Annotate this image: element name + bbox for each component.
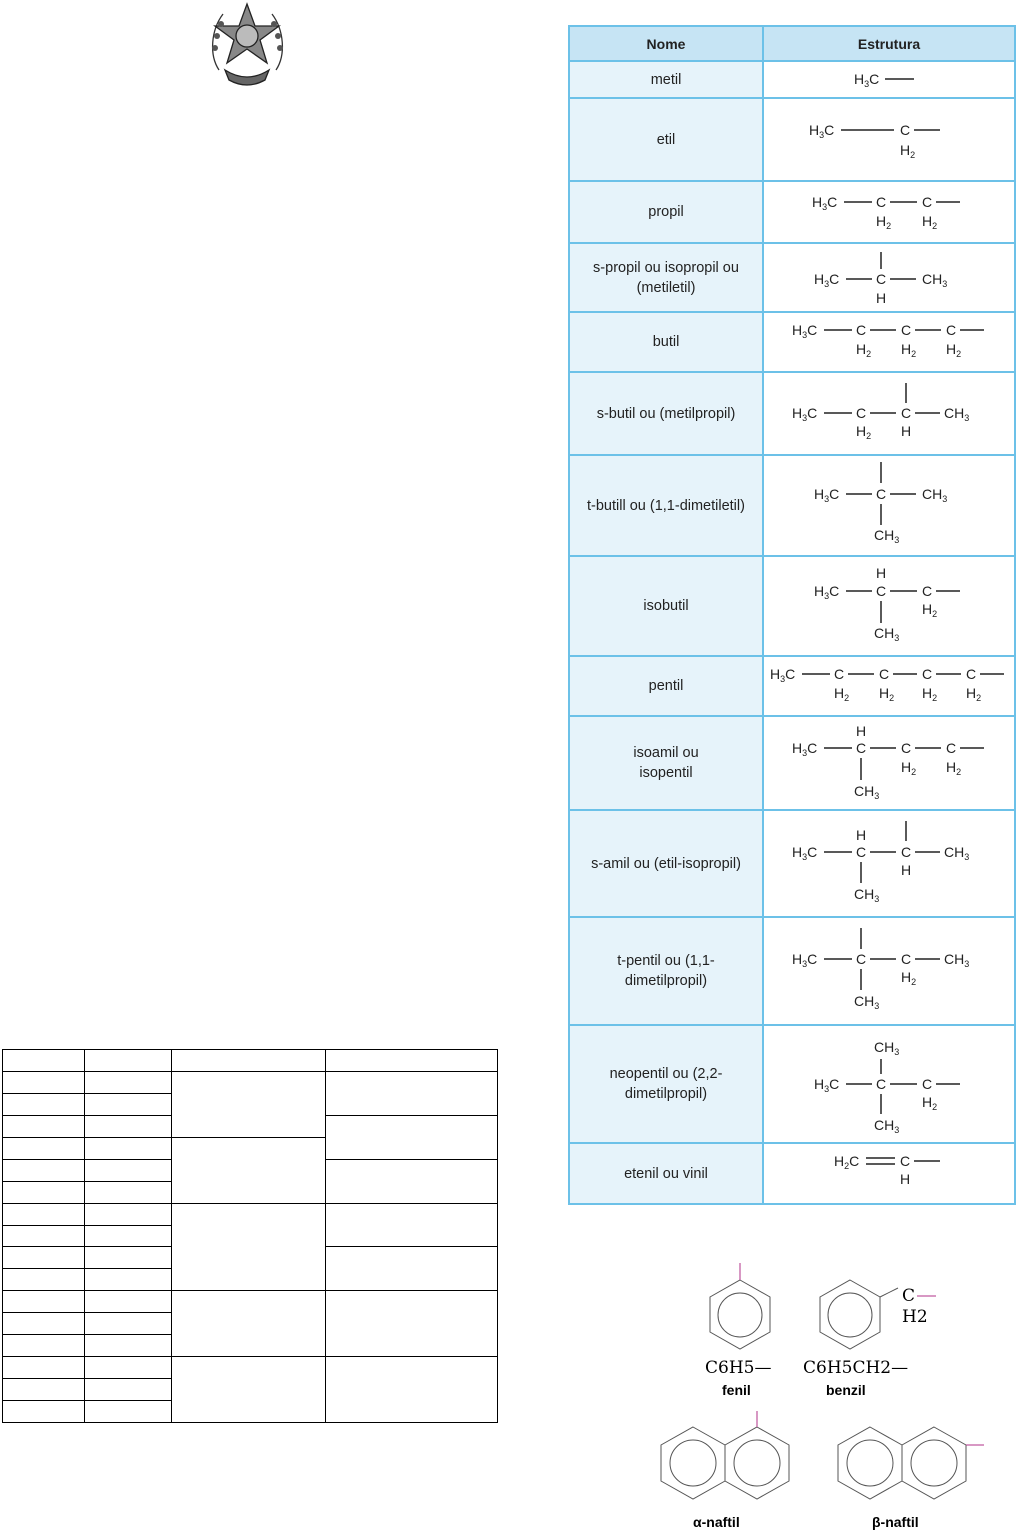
svg-text:H2: $H_2$ bbox=[901, 969, 917, 987]
fenil-ring bbox=[710, 1280, 770, 1349]
svg-text:C: C bbox=[876, 583, 887, 599]
benzil-formula: C6H5CH2— bbox=[803, 1358, 909, 1378]
alpha-naftil-rings bbox=[661, 1427, 789, 1499]
alkyl-radicals-table bbox=[568, 25, 1016, 1205]
svg-text:C: C bbox=[922, 1076, 933, 1092]
structure-drawing bbox=[764, 244, 1014, 311]
structure-neopentil bbox=[763, 1025, 1015, 1143]
svg-text:C: C bbox=[922, 194, 933, 210]
svg-text:C: C bbox=[946, 322, 957, 338]
svg-text:C: C bbox=[901, 740, 912, 756]
structure-s-butil bbox=[763, 372, 1015, 455]
svg-text:CH3: $CH_3$ bbox=[874, 527, 900, 545]
svg-text:CH3: $CH_3$ bbox=[874, 625, 900, 643]
svg-text:CH3: $CH_3$ bbox=[854, 993, 880, 1011]
structure-drawing bbox=[764, 557, 1014, 655]
svg-text:C: C bbox=[834, 666, 845, 682]
state-crest-logo bbox=[205, 0, 290, 88]
svg-text:H3C: $H_3C$ bbox=[809, 122, 835, 140]
svg-text:H2C: $H_2C$ bbox=[834, 1153, 860, 1171]
row-name: butil bbox=[569, 312, 763, 372]
structure-drawing bbox=[764, 918, 1014, 1024]
structure-drawing bbox=[764, 1026, 1014, 1142]
svg-text:H3C: $H_3C$ bbox=[812, 194, 838, 212]
structure-s-amil bbox=[763, 810, 1015, 917]
svg-text:H3C: $H_3C$ bbox=[814, 486, 840, 504]
svg-text:CH3: $CH_3$ bbox=[922, 271, 948, 289]
svg-text:H3C: $H_3C$ bbox=[814, 271, 840, 289]
svg-text:H2: $H_2$ bbox=[922, 685, 938, 703]
structure-drawing bbox=[764, 811, 1014, 916]
svg-text:H3C: $H_3C$ bbox=[814, 1076, 840, 1094]
benzil-ch2-c: C bbox=[902, 1286, 916, 1306]
svg-text:C: C bbox=[856, 322, 867, 338]
structure-metil bbox=[763, 61, 1015, 98]
row-name: etil bbox=[569, 98, 763, 181]
structure-drawing bbox=[764, 657, 1014, 715]
structure-etil bbox=[763, 98, 1015, 181]
svg-text:CH3: $CH_3$ bbox=[944, 844, 970, 862]
svg-text:H2: $H_2$ bbox=[856, 423, 872, 441]
benzil-ch2-h2: H2 bbox=[902, 1307, 928, 1327]
structure-s-propil bbox=[763, 243, 1015, 312]
svg-text:C: C bbox=[876, 1076, 887, 1092]
row-name: s-propil ou isopropil ou (metiletil) bbox=[569, 243, 763, 312]
svg-text:C: C bbox=[922, 583, 933, 599]
header-estrutura: Estrutura bbox=[763, 26, 1015, 61]
svg-text:H: H bbox=[876, 290, 887, 306]
row-name: pentil bbox=[569, 656, 763, 716]
alpha-naftil-name: α-naftil bbox=[693, 1514, 740, 1530]
svg-text:H: H bbox=[856, 827, 867, 843]
svg-text:CH3: $CH_3$ bbox=[854, 783, 880, 801]
svg-text:H2: $H_2$ bbox=[922, 1094, 938, 1112]
svg-text:H3C: $H_3C$ bbox=[770, 666, 796, 684]
structure-butil bbox=[763, 312, 1015, 372]
svg-text:CH3: $CH_3$ bbox=[874, 1039, 900, 1057]
svg-text:H2: $H_2$ bbox=[946, 341, 962, 359]
row-name: isoamil ou isopentil bbox=[569, 716, 763, 810]
row-name: s-amil ou (etil-isopropil) bbox=[569, 810, 763, 917]
svg-text:H: H bbox=[900, 1171, 911, 1187]
beta-naftil-name: β-naftil bbox=[872, 1514, 919, 1530]
svg-text:H2: $H_2$ bbox=[876, 213, 892, 231]
benzil-name: benzil bbox=[826, 1382, 866, 1398]
svg-text:CH3: $CH_3$ bbox=[874, 1117, 900, 1135]
svg-text:C: C bbox=[856, 405, 867, 421]
row-name: propil bbox=[569, 181, 763, 243]
empty-grid-table bbox=[2, 1049, 498, 1423]
svg-text:CH3: $CH_3$ bbox=[922, 486, 948, 504]
svg-text:H3C: $H_3C$ bbox=[792, 844, 818, 862]
row-name: metil bbox=[569, 61, 763, 98]
svg-text:C: C bbox=[879, 666, 890, 682]
svg-text:C: C bbox=[900, 122, 911, 138]
structure-propil bbox=[763, 181, 1015, 243]
structure-vinil bbox=[763, 1143, 1015, 1204]
structure-t-butil bbox=[763, 455, 1015, 556]
row-name: isobutil bbox=[569, 556, 763, 656]
row-name: neopentil ou (2,2-dimetilpropil) bbox=[569, 1025, 763, 1143]
svg-text:H2: $H_2$ bbox=[922, 213, 938, 231]
structure-drawing bbox=[764, 456, 1014, 555]
svg-text:C: C bbox=[876, 486, 887, 502]
svg-text:H3C: $H_3C$ bbox=[792, 405, 818, 423]
svg-text:CH3: $CH_3$ bbox=[854, 886, 880, 904]
row-name: etenil ou vinil bbox=[569, 1143, 763, 1204]
svg-text:H2: $H_2$ bbox=[946, 759, 962, 777]
svg-text:H3C: $H_3C$ bbox=[792, 322, 818, 340]
svg-text:H3C: $H_3C$ bbox=[854, 71, 880, 89]
row-name: t-pentil ou (1,1-dimetilpropil) bbox=[569, 917, 763, 1025]
svg-text:H2: $H_2$ bbox=[966, 685, 982, 703]
structure-drawing bbox=[764, 313, 1014, 371]
row-name: s-butil ou (metilpropil) bbox=[569, 372, 763, 455]
header-nome: Nome bbox=[569, 26, 763, 61]
svg-text:C: C bbox=[901, 951, 912, 967]
svg-text:H2: $H_2$ bbox=[922, 601, 938, 619]
svg-text:H2: $H_2$ bbox=[900, 142, 916, 160]
svg-text:H2: $H_2$ bbox=[856, 341, 872, 359]
svg-text:C: C bbox=[900, 1153, 911, 1169]
svg-text:H2: $H_2$ bbox=[834, 685, 850, 703]
structure-isobutil bbox=[763, 556, 1015, 656]
structure-drawing bbox=[764, 717, 1014, 809]
svg-text:CH3: $CH_3$ bbox=[944, 405, 970, 423]
structure-pentil bbox=[763, 656, 1015, 716]
svg-text:C: C bbox=[856, 740, 867, 756]
svg-text:C: C bbox=[946, 740, 957, 756]
svg-text:C: C bbox=[856, 951, 867, 967]
svg-text:H: H bbox=[876, 565, 887, 581]
beta-naftil-rings bbox=[838, 1427, 966, 1499]
svg-text:H3C: $H_3C$ bbox=[814, 583, 840, 601]
svg-text:C: C bbox=[922, 666, 933, 682]
row-name: t-butill ou (1,1-dimetiletil) bbox=[569, 455, 763, 556]
svg-text:H2: $H_2$ bbox=[901, 341, 917, 359]
svg-text:CH3: $CH_3$ bbox=[944, 951, 970, 969]
aromatic-radicals bbox=[640, 1255, 1010, 1535]
svg-text:C: C bbox=[876, 271, 887, 287]
fenil-formula: C6H5— bbox=[705, 1358, 772, 1378]
svg-text:C: C bbox=[876, 194, 887, 210]
structure-drawing bbox=[764, 373, 1014, 454]
structure-drawing bbox=[764, 62, 1014, 97]
svg-text:C: C bbox=[966, 666, 977, 682]
svg-text:H3C: $H_3C$ bbox=[792, 951, 818, 969]
svg-text:C: C bbox=[901, 405, 912, 421]
structure-drawing bbox=[764, 99, 1014, 180]
svg-text:H2: $H_2$ bbox=[901, 759, 917, 777]
svg-text:H3C: $H_3C$ bbox=[792, 740, 818, 758]
svg-text:C: C bbox=[901, 322, 912, 338]
structure-drawing bbox=[764, 1144, 1014, 1203]
svg-text:H: H bbox=[901, 423, 912, 439]
structure-drawing bbox=[764, 182, 1014, 242]
svg-text:H: H bbox=[901, 862, 912, 878]
structure-isoamil bbox=[763, 716, 1015, 810]
svg-text:H2: $H_2$ bbox=[879, 685, 895, 703]
svg-text:C: C bbox=[856, 844, 867, 860]
structure-t-pentil bbox=[763, 917, 1015, 1025]
svg-text:H: H bbox=[856, 723, 867, 739]
fenil-name: fenil bbox=[722, 1382, 751, 1398]
benzil-ring bbox=[820, 1280, 898, 1349]
svg-text:C: C bbox=[901, 844, 912, 860]
